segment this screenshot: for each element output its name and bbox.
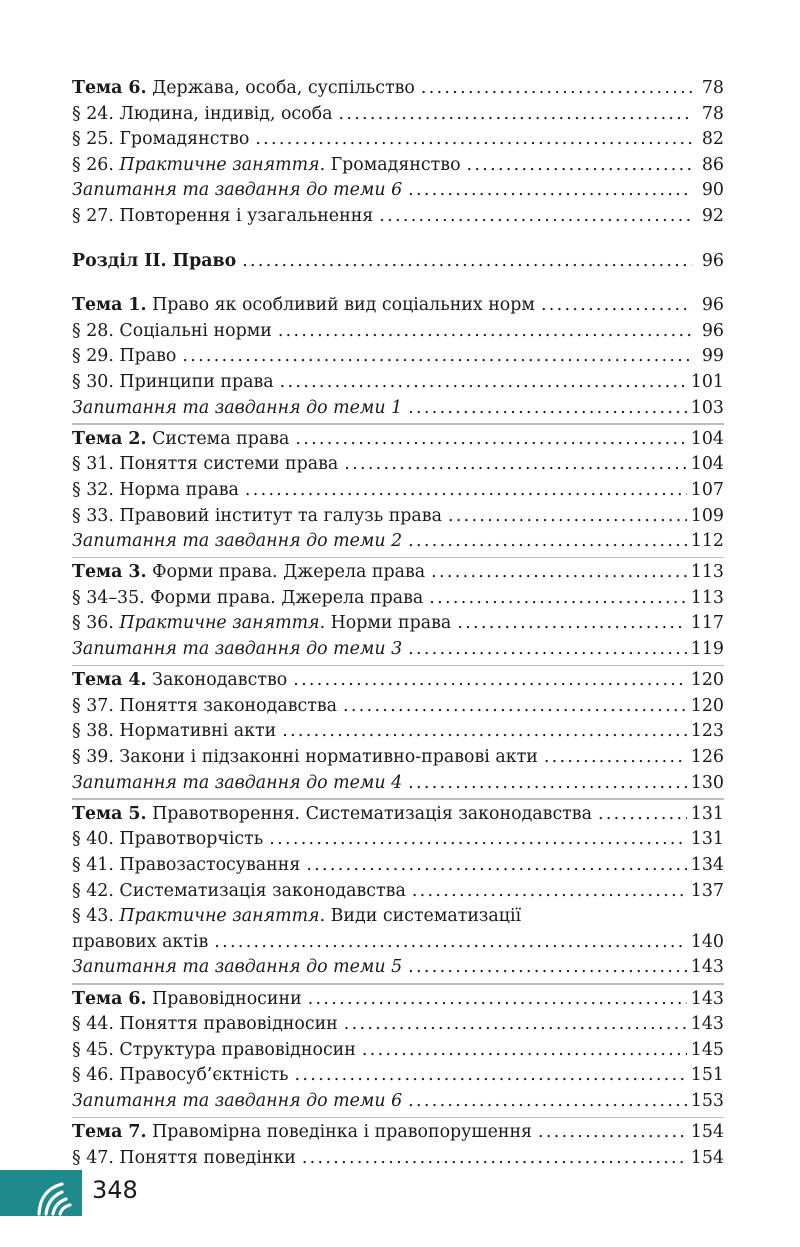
toc-page-number: 107 (690, 479, 724, 500)
dot-leader (280, 370, 687, 396)
toc-entry[interactable] (72, 987, 724, 1013)
toc-entry-title (72, 319, 272, 345)
toc-page-number: 113 (690, 562, 724, 583)
toc-page-number: 140 (690, 931, 724, 952)
toc-entry-title (72, 879, 406, 905)
toc-entry-title (72, 178, 402, 204)
section-title: . Види систематизації (319, 906, 522, 927)
dot-leader (214, 930, 687, 956)
toc-entry-title (72, 1063, 289, 1089)
section-number: § 26. (72, 154, 114, 175)
toc-entry-continued[interactable] (72, 930, 724, 956)
section-number: § 25. (72, 129, 114, 150)
toc-entry[interactable] (72, 370, 724, 396)
toc-entry-title (72, 668, 287, 694)
toc-page-number: 143 (690, 957, 724, 978)
toc-entry[interactable] (72, 478, 724, 504)
toc-page-number: 126 (690, 747, 724, 768)
section-number: § 32. (72, 479, 114, 500)
dot-leader (408, 396, 687, 422)
toc-entry-title (72, 853, 300, 879)
dot-leader (408, 637, 687, 663)
section-number: § 31. (72, 454, 114, 475)
group-divider (72, 557, 724, 559)
toc-entry[interactable] (72, 586, 724, 612)
dot-leader (295, 427, 686, 453)
toc-entry[interactable] (72, 955, 724, 981)
topic-number: Тема 5. (72, 803, 147, 824)
section-number: § 37. (72, 695, 114, 716)
section-title: . Громадянство (319, 154, 461, 175)
section-title-italic: Практичне заняття (119, 613, 320, 634)
toc-entry[interactable] (72, 1038, 724, 1064)
section-number: § 28. (72, 320, 114, 341)
toc-entry-title (72, 529, 402, 555)
toc-entry[interactable] (72, 904, 724, 930)
section-title: Громадянство (119, 129, 250, 150)
toc-entry[interactable] (72, 1012, 724, 1038)
toc-entry[interactable] (72, 694, 724, 720)
toc-page-number: 143 (690, 988, 724, 1009)
dot-leader (412, 879, 687, 905)
questions-title: Запитання та завдання до теми 6 (72, 180, 403, 201)
toc-entry[interactable] (72, 427, 724, 453)
toc-entry-title (72, 955, 402, 981)
dot-leader (302, 1146, 687, 1172)
toc-entry-title (72, 127, 249, 153)
dot-leader (278, 319, 692, 345)
toc-entry[interactable] (72, 879, 724, 905)
toc-entry-title (72, 611, 451, 637)
questions-title: Запитання та завдання до теми 2 (72, 531, 403, 552)
toc-entry-title (72, 987, 302, 1013)
toc-page-number: 82 (701, 129, 724, 150)
toc-entry-title (72, 560, 425, 586)
toc-entry-title (72, 76, 415, 102)
toc-entry-title (72, 827, 263, 853)
dot-leader (306, 853, 686, 879)
toc-entry[interactable] (72, 1063, 724, 1089)
toc-page-number: 92 (701, 205, 724, 226)
dot-leader (457, 611, 686, 637)
dot-leader (338, 102, 692, 128)
section-number: § 42. (72, 880, 114, 901)
toc-entry[interactable] (72, 178, 724, 204)
section-number: § 38. (72, 721, 114, 742)
toc-page-number: 154 (690, 1147, 724, 1168)
toc-entry[interactable] (72, 853, 724, 879)
dot-leader (295, 1063, 687, 1089)
dot-leader (544, 745, 687, 771)
toc-entry-title (72, 452, 338, 478)
section-number: § 44. (72, 1014, 114, 1035)
toc-page-number: 120 (690, 670, 724, 691)
toc-page-number: 96 (701, 295, 724, 316)
toc-entry-title (72, 1120, 532, 1146)
toc-entry[interactable] (72, 802, 724, 828)
topic-title: Система права (152, 428, 290, 449)
section-number: § 27. (72, 205, 114, 226)
dot-leader (282, 719, 687, 745)
toc-entry-title (72, 694, 337, 720)
dot-leader (242, 249, 692, 275)
section-number: § 39. (72, 747, 114, 768)
section-title: . Норми права (319, 613, 452, 634)
topic-number: Тема 2. (72, 428, 147, 449)
toc-entry-title (72, 204, 373, 230)
part-title: Розділ ІІ. Право (72, 250, 237, 271)
group-divider (72, 665, 724, 667)
toc-page-number: 78 (701, 103, 724, 124)
section-title: Нормативні акти (119, 721, 277, 742)
toc-entry-title (72, 745, 538, 771)
toc-entry-title (72, 478, 239, 504)
toc-page-number: 99 (701, 346, 724, 367)
toc-page-number: 134 (690, 855, 724, 875)
topic-title: Правомірна поведінка і правопорушення (152, 1122, 533, 1143)
toc-page-number: 96 (701, 320, 724, 341)
section-number: § 24. (72, 103, 114, 124)
toc-page-number: 113 (690, 587, 724, 608)
section-number: § 46. (72, 1065, 114, 1086)
toc-entry-title (72, 904, 521, 930)
dot-leader (408, 771, 687, 797)
toc-page-number: 117 (690, 613, 724, 634)
toc-entry[interactable] (72, 504, 724, 530)
toc-entry[interactable] (72, 668, 724, 694)
dot-leader (269, 827, 687, 853)
table-of-contents (72, 76, 724, 1171)
toc-page-number: 109 (690, 505, 724, 526)
toc-page-number: 131 (690, 803, 724, 824)
dot-leader (245, 478, 687, 504)
toc-entry-title (72, 370, 274, 396)
topic-title: Правотворення. Систематизація законодавства (152, 803, 592, 824)
section-title: Повторення і узагальнення (119, 205, 374, 226)
dot-leader (344, 1012, 687, 1038)
toc-entry[interactable] (72, 827, 724, 853)
toc-entry-title (72, 771, 402, 797)
wave-arcs-icon (36, 1170, 86, 1216)
dot-leader (598, 802, 687, 828)
dot-leader (344, 452, 687, 478)
toc-page-number: 86 (701, 154, 724, 175)
group-divider (72, 1117, 724, 1119)
toc-page-number: 101 (690, 371, 724, 392)
dot-leader (362, 1038, 687, 1064)
toc-entry[interactable] (72, 745, 724, 771)
toc-entry[interactable] (72, 293, 724, 319)
toc-page-number: 104 (690, 454, 724, 475)
toc-page-number: 137 (690, 880, 724, 901)
dot-leader (429, 586, 687, 612)
section-number: § 41. (72, 855, 114, 875)
topic-number: Тема 7. (72, 1122, 147, 1143)
section-number: § 29. (72, 346, 114, 367)
dot-leader (408, 178, 692, 204)
topic-number: Тема 1. (72, 295, 147, 316)
toc-page-number: 130 (690, 772, 724, 793)
toc-entry-title (72, 293, 535, 319)
toc-entry[interactable] (72, 396, 724, 422)
questions-title: Запитання та завдання до теми 1 (72, 397, 403, 418)
toc-entry[interactable] (72, 76, 724, 102)
group-divider (72, 423, 724, 425)
toc-page-number: 112 (690, 531, 724, 552)
toc-page-number: 78 (701, 78, 724, 98)
section-title: Поняття законодавства (119, 695, 338, 716)
section-number: § 36. (72, 613, 114, 634)
toc-page-number: 119 (690, 639, 724, 660)
toc-entry-title (72, 586, 423, 612)
toc-entry-title (72, 1146, 296, 1172)
toc-entry[interactable] (72, 127, 724, 153)
topic-number: Тема 6. (72, 78, 147, 98)
toc-entry[interactable] (72, 1146, 724, 1172)
section-number: § 47. (72, 1147, 114, 1168)
toc-entry-title (72, 719, 276, 745)
toc-entry-title (72, 1038, 356, 1064)
topic-title: Законодавство (152, 670, 288, 691)
dot-leader (293, 668, 687, 694)
toc-entry-title (72, 396, 402, 422)
toc-entry[interactable] (72, 771, 724, 797)
toc-page-number: 123 (690, 721, 724, 742)
dot-leader (308, 987, 687, 1013)
dot-leader (431, 560, 687, 586)
dot-leader (408, 955, 687, 981)
section-title: Норма права (119, 479, 239, 500)
topic-title: Держава, особа, суспільство (152, 78, 415, 98)
section-title: Форми права. Джерела права (150, 587, 424, 608)
section-title: Систематизація законодавства (119, 880, 406, 901)
toc-entry[interactable] (72, 204, 724, 230)
dot-leader (182, 344, 692, 370)
toc-entry[interactable] (72, 611, 724, 637)
section-title-italic: Практичне заняття (119, 906, 320, 927)
section-number: § 45. (72, 1039, 114, 1060)
section-title: Принципи права (119, 371, 274, 392)
group-divider (72, 983, 724, 985)
dot-leader (448, 504, 687, 530)
toc-entry-title (72, 102, 332, 128)
dot-leader (408, 529, 687, 555)
questions-title: Запитання та завдання до теми 6 (72, 1090, 403, 1111)
section-title: Правозастосування (119, 855, 301, 875)
topic-title: Право як особливий вид соціальних норм (152, 295, 535, 316)
toc-page-number: 90 (701, 180, 724, 201)
toc-entry-title (72, 249, 236, 275)
toc-entry[interactable] (72, 344, 724, 370)
toc-entry-title (72, 637, 402, 663)
toc-page-number: 103 (690, 397, 724, 418)
section-title-italic: Практичне заняття (119, 154, 320, 175)
section-number: § 43. (72, 906, 114, 927)
toc-entry-title (72, 344, 176, 370)
section-number: § 33. (72, 505, 114, 526)
toc-entry[interactable] (72, 1120, 724, 1146)
section-title: Правосуб’єктність (119, 1065, 289, 1086)
toc-entry[interactable] (72, 452, 724, 478)
section-title: Людина, індивід, особа (119, 103, 333, 124)
dot-leader (255, 127, 692, 153)
toc-page-number: 154 (690, 1122, 724, 1143)
section-title: Структура правовідносин (119, 1039, 356, 1060)
section-gap (72, 230, 724, 249)
toc-entry-title (72, 1089, 402, 1115)
dot-leader (467, 153, 692, 179)
questions-title: Запитання та завдання до теми 5 (72, 957, 403, 978)
toc-page-number: 104 (690, 428, 724, 449)
section-gap (72, 274, 724, 293)
section-title: Право (119, 346, 177, 367)
toc-entry-title (72, 427, 289, 453)
section-title: Правовий інститут та галузь права (119, 505, 442, 526)
toc-page-number: 145 (690, 1039, 724, 1060)
toc-entry[interactable] (72, 319, 724, 345)
toc-entry-title (72, 153, 461, 179)
section-title-continued: правових актів (72, 931, 209, 952)
dot-leader (538, 1120, 687, 1146)
dot-leader (541, 293, 692, 319)
section-number: § 30. (72, 371, 114, 392)
toc-page-number: 153 (690, 1090, 724, 1111)
page-number: 348 (92, 1176, 138, 1204)
toc-entry[interactable] (72, 719, 724, 745)
group-divider (72, 798, 724, 800)
topic-number: Тема 6. (72, 988, 147, 1009)
toc-entry[interactable] (72, 1089, 724, 1115)
toc-entry[interactable] (72, 560, 724, 586)
toc-page-number: 96 (701, 250, 724, 271)
dot-leader (379, 204, 692, 230)
questions-title: Запитання та завдання до теми 4 (72, 772, 403, 793)
topic-number: Тема 3. (72, 562, 147, 583)
toc-entry-title (72, 802, 592, 828)
section-number: § 40. (72, 829, 114, 850)
questions-title: Запитання та завдання до теми 3 (72, 639, 403, 660)
topic-title: Правовідносини (152, 988, 302, 1009)
toc-entry[interactable] (72, 102, 724, 128)
toc-entry[interactable] (72, 637, 724, 663)
toc-entry[interactable] (72, 249, 724, 275)
toc-entry-title (72, 1012, 338, 1038)
toc-entry[interactable] (72, 153, 724, 179)
section-title: Правотворчість (119, 829, 264, 850)
section-title: Соціальні норми (119, 320, 272, 341)
section-number: § 34–35. (72, 587, 145, 608)
toc-page-number: 131 (690, 829, 724, 850)
dot-leader (343, 694, 687, 720)
toc-entry[interactable] (72, 529, 724, 555)
toc-page-number: 143 (690, 1014, 724, 1035)
section-title: Закони і підзаконні нормативно-правові акти (119, 747, 538, 768)
topic-number: Тема 4. (72, 670, 147, 691)
dot-leader (421, 76, 692, 102)
toc-page-number: 120 (690, 695, 724, 716)
section-title: Поняття правовідносин (119, 1014, 338, 1035)
toc-entry-title (72, 504, 442, 530)
section-title: Поняття системи права (119, 454, 339, 475)
topic-title: Форми права. Джерела права (152, 562, 426, 583)
toc-page-number: 151 (690, 1065, 724, 1086)
section-title: Поняття поведінки (119, 1147, 296, 1168)
dot-leader (408, 1089, 687, 1115)
